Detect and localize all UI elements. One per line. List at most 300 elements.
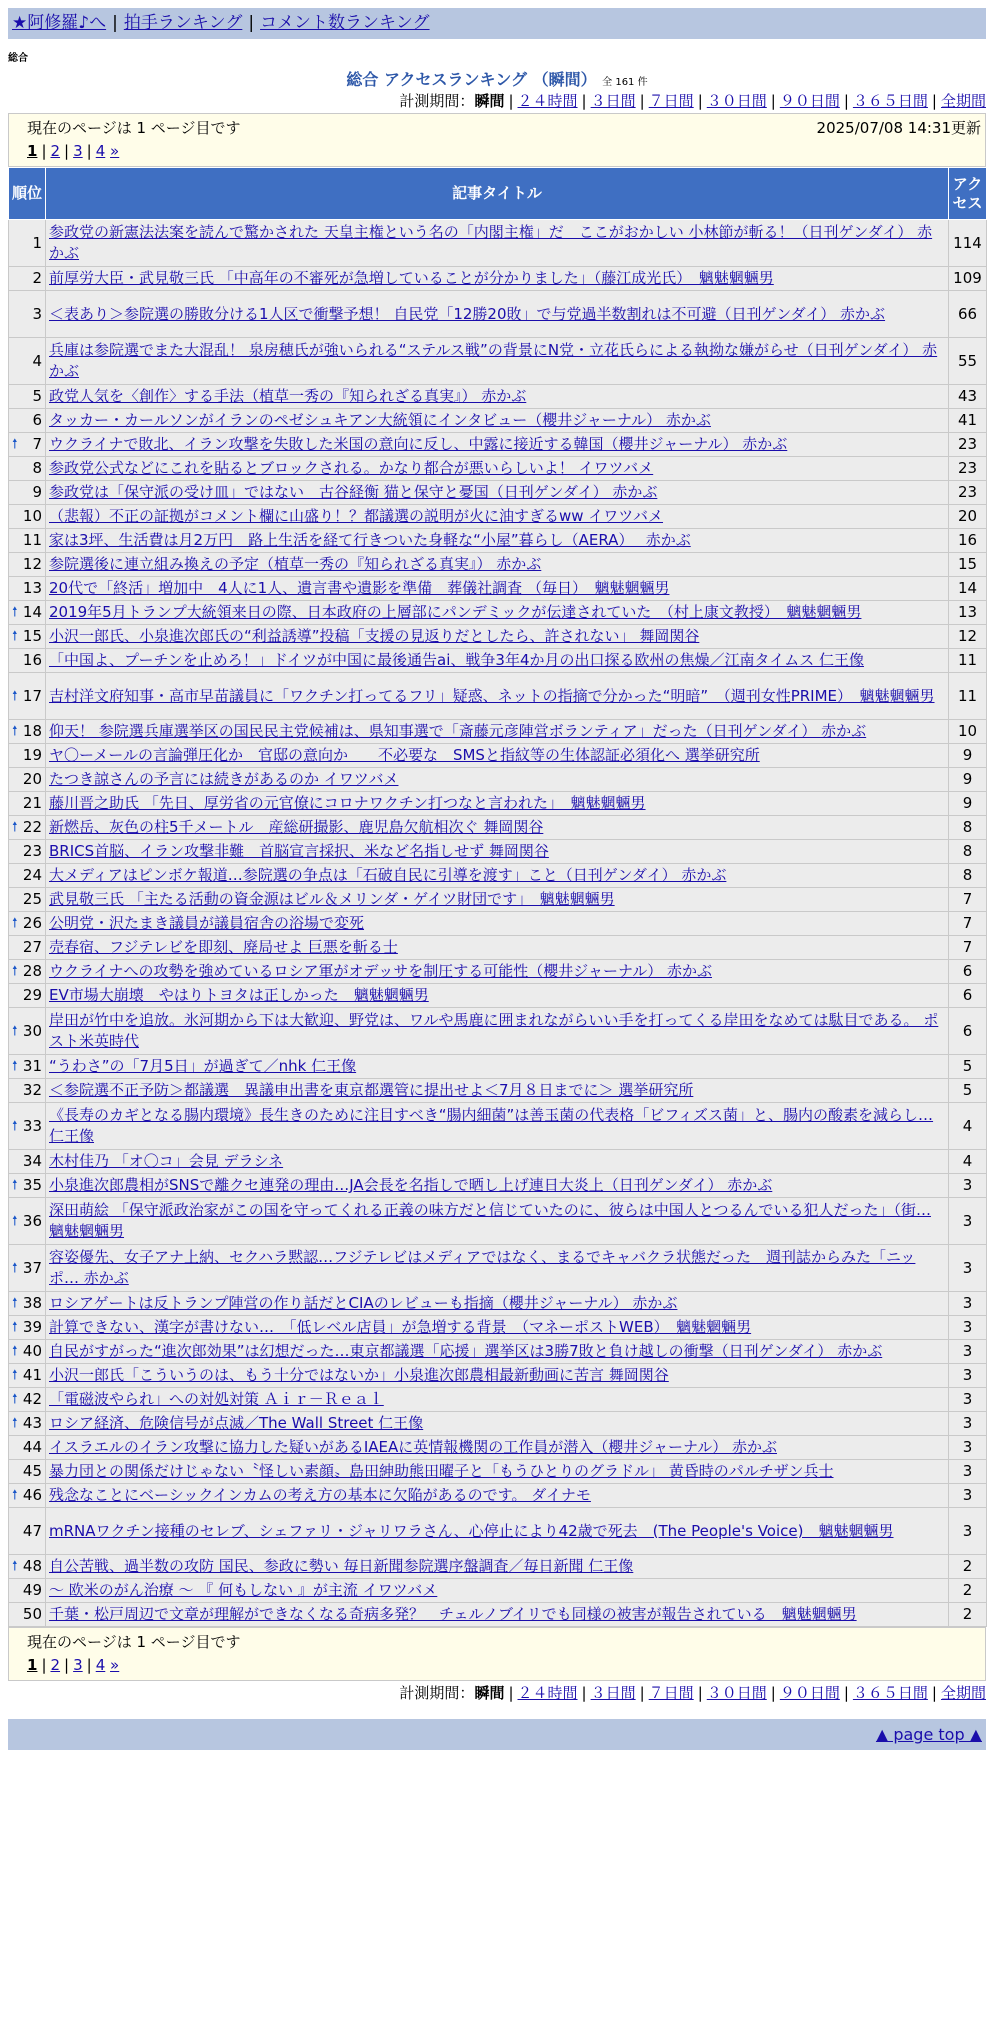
- access-count: 2: [949, 1603, 987, 1627]
- article-title-link[interactable]: （悲報）不正の証拠がコメント欄に山盛り！？都議選の説明が火に油すぎるww イワツバメ: [49, 507, 664, 525]
- title-cell: [46, 457, 949, 481]
- access-count: 12: [949, 625, 987, 649]
- period-link[interactable]: ２４時間: [517, 1684, 578, 1702]
- table-row: [9, 912, 987, 936]
- rank-cell: [9, 1388, 46, 1412]
- current-page: 1: [27, 142, 38, 160]
- article-title-link[interactable]: 小沢一郎氏「こういうのは、もう十分ではないか」小泉進次郎農相最新動画に苦言 舞岡関谷: [49, 1366, 669, 1384]
- table-row: [9, 1436, 987, 1460]
- next-page-link[interactable]: »: [110, 1656, 120, 1674]
- article-title-link[interactable]: ロシアゲートは反トランプ陣営の作り話だとCIAのレビューも指摘（櫻井ジャーナル） 赤かぶ: [49, 1294, 678, 1312]
- article-title-link[interactable]: 自公苦戦、過半数の攻防 国民、参政に勢い 毎日新聞参院選序盤調査／毎日新聞 仁王像: [49, 1557, 634, 1575]
- access-count: 13: [949, 601, 987, 625]
- period-link[interactable]: 全期間: [940, 92, 986, 110]
- table-row: [9, 1603, 987, 1627]
- article-title-link[interactable]: 小泉進次郎農相がSNSで離クセ連発の理由…JA会長を名指しで晒し上げ連日大炎上（日刊ゲンダイ） 赤かぶ: [49, 1176, 773, 1194]
- rank-number: 37: [22, 1258, 42, 1277]
- table-row: [9, 960, 987, 984]
- title-cell: [46, 768, 949, 792]
- rank-number: 36: [22, 1211, 42, 1230]
- access-count: 20: [949, 505, 987, 529]
- rank-number: 14: [22, 603, 42, 621]
- access-count: 6: [949, 984, 987, 1008]
- period-link[interactable]: ３０日間: [706, 1684, 767, 1702]
- rank-cell: [9, 1055, 46, 1079]
- rank-cell: [9, 1008, 46, 1055]
- item-count: 全 161 件: [602, 77, 648, 88]
- rank-number: 30: [22, 1021, 42, 1040]
- rank-number: 24: [22, 866, 42, 884]
- rank-number: 9: [32, 483, 42, 501]
- article-title-link[interactable]: 容姿優先、女子アナ上納、セクハラ黙認…フジテレビはメディアではなく、まるでキャバクラ状態だった 週刊誌からみた「ニッポ… 赤かぶ: [49, 1248, 916, 1287]
- article-title-link[interactable]: 「電磁波やられ」への対処対策 Ａｉｒ－Ｒｅａｌ: [49, 1390, 384, 1408]
- page-title: [8, 67, 986, 89]
- page-separator: |: [86, 1656, 92, 1674]
- rank-number: 6: [32, 411, 42, 429]
- period-link[interactable]: ３０日間: [706, 92, 767, 110]
- table-row: [9, 1055, 987, 1079]
- title-cell: [46, 625, 949, 649]
- article-title-link[interactable]: 仰天！ 参院選兵庫選挙区の国民民主党候補は、県知事選で「斎藤元彦陣営ボランティア」だった（日刊ゲンダイ） 赤かぶ: [49, 722, 867, 740]
- rank-cell: [9, 481, 46, 505]
- title-cell: [46, 888, 949, 912]
- table-row: [9, 1103, 987, 1150]
- article-title-link[interactable]: ウクライナで敗北、イラン攻撃を失敗した米国の意向に反し、中露に接近する韓国（櫻井ジャーナル） 赤かぶ: [49, 435, 788, 453]
- table-row: [9, 433, 987, 457]
- article-title-link[interactable]: 参政党は「保守派の受け皿」ではない 古谷経衡 猫と保守と憂国（日刊ゲンダイ） 赤かぶ: [49, 483, 658, 501]
- period-separator: |: [639, 92, 645, 110]
- rank-number: 2: [32, 269, 42, 287]
- table-row: [9, 673, 987, 720]
- rank-up-arrow-icon: 🠕: [12, 1296, 18, 1311]
- article-title-link[interactable]: 前厚労大臣・武見敬三氏 「中高年の不審死が急増していることが分かりました」（藤江成光氏） 魑魅魍魎男: [49, 269, 774, 287]
- rank-number: 48: [22, 1557, 42, 1575]
- rank-cell: [9, 1436, 46, 1460]
- title-cell: [46, 1603, 949, 1627]
- col-access-header: アクセス: [949, 168, 987, 220]
- title-cell: [46, 960, 949, 984]
- current-page: 1: [27, 1656, 38, 1674]
- access-count: 4: [949, 1150, 987, 1174]
- title-cell: [46, 1579, 949, 1603]
- rank-number: 40: [22, 1342, 42, 1360]
- page-separator: |: [41, 1656, 47, 1674]
- rank-number: 17: [22, 686, 42, 705]
- period-link[interactable]: ２４時間: [517, 92, 578, 110]
- rank-cell: [9, 601, 46, 625]
- article-title-link[interactable]: 木村佳乃 「オ〇コ」会見 デラシネ: [49, 1152, 284, 1170]
- rank-number: 50: [22, 1605, 42, 1623]
- rank-cell: [9, 792, 46, 816]
- access-count: 3: [949, 1364, 987, 1388]
- table-row: [9, 1008, 987, 1055]
- access-count: 9: [949, 792, 987, 816]
- access-count: 8: [949, 816, 987, 840]
- period-current: 瞬間: [474, 1684, 505, 1702]
- rank-up-arrow-icon: 🠕: [12, 724, 18, 739]
- article-title-link[interactable]: 小沢一郎氏、小泉進次郎氏の“利益誘導”投稿「支援の見返りだとしたら、許されない」 舞岡関谷: [49, 627, 700, 645]
- access-count: 8: [949, 840, 987, 864]
- title-cell: [46, 409, 949, 433]
- article-title-link[interactable]: 売春宿、フジテレビを即刻、廃局せよ 巨悪を斬る士: [49, 938, 398, 956]
- access-count: 9: [949, 768, 987, 792]
- page-link[interactable]: 2: [50, 142, 61, 160]
- article-title-link[interactable]: ヤ〇ーメールの言論弾圧化か 官邸の意向か 不必要な SMSと指紋等の生体認証必須化へ 選挙研究所: [49, 746, 760, 764]
- rank-cell: [9, 1292, 46, 1316]
- table-row: [9, 1340, 987, 1364]
- article-title-link[interactable]: 残念なことにベーシックインカムの考え方の基本に欠陥があるのです。 ダイナモ: [49, 1486, 591, 1504]
- rank-cell: [9, 1198, 46, 1245]
- access-count: 3: [949, 1460, 987, 1484]
- access-count: 109: [949, 267, 987, 291]
- access-count: 9: [949, 744, 987, 768]
- table-row: [9, 1508, 987, 1555]
- rank-cell: [9, 1103, 46, 1150]
- rank-number: 23: [22, 842, 42, 860]
- title-cell: [46, 816, 949, 840]
- table-row: [9, 291, 987, 338]
- title-cell: [46, 220, 949, 267]
- title-cell: [46, 267, 949, 291]
- period-link[interactable]: ９０日間: [779, 92, 840, 110]
- rank-number: 31: [22, 1057, 42, 1075]
- article-title-link[interactable]: ～ 欧米のがん治療 ～ 『 何もしない 』が主流 イワツバメ: [49, 1581, 438, 1599]
- period-link[interactable]: ３日間: [590, 1684, 636, 1702]
- article-title-link[interactable]: 兵庫は参院選でまた大混乱！ 泉房穂氏が強いられる“ステルス戦”の背景にN党・立花氏らによる執拗な嫌がらせ（日刊ゲンダイ） 赤かぶ: [49, 341, 938, 380]
- article-title-link[interactable]: 暴力団との関係だけじゃない〝怪しい素顔〟島田紳助熊田曜子と「もうひとりのグラドル」 黄昏時のパルチザン兵士: [49, 1462, 834, 1480]
- rank-number: 12: [22, 555, 42, 573]
- rank-cell: [9, 505, 46, 529]
- rank-number: 3: [32, 304, 42, 323]
- article-title-link[interactable]: ロシア経済、危険信号が点滅／The Wall Street 仁王像: [49, 1414, 424, 1432]
- title-cell: [46, 912, 949, 936]
- table-row: [9, 625, 987, 649]
- access-count: 114: [949, 220, 987, 267]
- article-title-link[interactable]: ＜参院選不正予防＞都議選 異議申出書を東京都選管に提出せよ＜7月８日までに＞ 選挙研究所: [49, 1081, 694, 1099]
- access-count: 55: [949, 338, 987, 385]
- rank-number: 4: [32, 351, 42, 370]
- rank-up-arrow-icon: 🠕: [12, 1344, 18, 1359]
- rank-number: 20: [22, 770, 42, 788]
- access-count: 3: [949, 1412, 987, 1436]
- table-row: [9, 481, 987, 505]
- title-cell: [46, 1412, 949, 1436]
- rank-cell: [9, 220, 46, 267]
- period-link[interactable]: ７日間: [648, 92, 694, 110]
- article-title-link[interactable]: 《長寿のカギとなる腸内環境》長生きのために注目すべき“腸内細菌”は善玉菌の代表格「ビフィズス菌」と、腸内の酸素を減らし… 仁王像: [49, 1106, 934, 1145]
- title-cell: [46, 864, 949, 888]
- access-count: 7: [949, 912, 987, 936]
- rank-cell: [9, 1245, 46, 1292]
- comment-ranking-link[interactable]: コメント数ランキング: [260, 13, 430, 33]
- rank-up-arrow-icon: 🠕: [12, 964, 18, 979]
- rank-cell: [9, 625, 46, 649]
- table-row: [9, 601, 987, 625]
- article-title-link[interactable]: 深田萌絵 「保守派政治家がこの国を守ってくれる正義の味方だと信じていたのに、彼らは中国人とつるんでいる犯人だった」（街… 魑魅魍魎男: [49, 1201, 931, 1240]
- rank-cell: [9, 864, 46, 888]
- col-title-header: 記事タイトル: [46, 168, 949, 220]
- access-count: 3: [949, 1198, 987, 1245]
- title-cell: [46, 1460, 949, 1484]
- access-count: 11: [949, 649, 987, 673]
- page-link[interactable]: 4: [95, 142, 106, 160]
- rank-cell: [9, 768, 46, 792]
- access-count: 3: [949, 1508, 987, 1555]
- article-title-link[interactable]: 藤川晋之助氏 「先日、厚労省の元官僚にコロナワクチン打つなと言われた」 魑魅魍魎男: [49, 794, 646, 812]
- rank-cell: [9, 1508, 46, 1555]
- rank-up-arrow-icon: 🠕: [12, 605, 18, 620]
- title-cell: [46, 338, 949, 385]
- title-cell: [46, 1555, 949, 1579]
- rank-cell: [9, 409, 46, 433]
- article-title-link[interactable]: mRNAワクチン接種のセレブ、シェファリ・ジャリワラさん、心停止により42歳で死去 (The People's Voice) 魑魅魍魎男: [49, 1521, 894, 1540]
- period-link[interactable]: ３６５日間: [852, 1684, 928, 1702]
- ranking-title: 総合 アクセスランキング （瞬間）: [346, 70, 597, 89]
- article-title-link[interactable]: ＜表あり＞参院選の勝敗分ける1人区で衝撃予想！ 自民党「12勝20敗」で与党過半数割れは不可避（日刊ゲンダイ） 赤かぶ: [49, 304, 886, 323]
- title-cell: [46, 936, 949, 960]
- article-title-link[interactable]: タッカー・カールソンがイランのペゼシュキアン大統領にインタビュー（櫻井ジャーナル） 赤かぶ: [49, 411, 711, 429]
- table-row: [9, 1174, 987, 1198]
- rank-number: 13: [22, 579, 42, 597]
- access-count: 8: [949, 864, 987, 888]
- title-cell: [46, 1198, 949, 1245]
- rank-cell: [9, 267, 46, 291]
- page-separator: |: [64, 142, 70, 160]
- period-link[interactable]: ３６５日間: [852, 92, 928, 110]
- table-row: [9, 1292, 987, 1316]
- period-separator: |: [843, 1684, 849, 1702]
- rank-number: 5: [32, 387, 42, 405]
- access-count: 4: [949, 1103, 987, 1150]
- access-count: 15: [949, 553, 987, 577]
- rank-number: 1: [32, 233, 42, 252]
- rank-cell: [9, 1460, 46, 1484]
- rank-up-arrow-icon: 🠕: [12, 1416, 18, 1431]
- nav-separator: |: [248, 13, 255, 33]
- rank-cell: [9, 744, 46, 768]
- rank-cell: [9, 457, 46, 481]
- title-cell: [46, 1340, 949, 1364]
- rank-number: 21: [22, 794, 42, 812]
- period-selector-bottom: [8, 1681, 986, 1705]
- title-cell: [46, 1055, 949, 1079]
- article-title-link[interactable]: 公明党・沢たまき議員が議員宿舎の浴場で変死: [49, 914, 365, 932]
- period-separator: |: [931, 92, 937, 110]
- period-separator: |: [770, 92, 776, 110]
- rank-number: 19: [22, 746, 42, 764]
- access-count: 7: [949, 888, 987, 912]
- rank-cell: [9, 1316, 46, 1340]
- article-title-link[interactable]: 「中国よ、プーチンを止めろ！」ドイツが中国に最後通告ai、戦争3年4か月の出口探る欧州の焦燥／江南タイムス 仁王像: [49, 651, 864, 669]
- article-title-link[interactable]: 新燃岳、灰色の柱5千メートル 産総研撮影、鹿児島欠航相次ぐ 舞岡関谷: [49, 818, 544, 836]
- category-label: 総合: [8, 53, 28, 64]
- title-cell: [46, 385, 949, 409]
- rank-up-arrow-icon: 🠕: [12, 820, 18, 835]
- article-title-link[interactable]: 政党人気を〈創作〉する手法（植草一秀の『知られざる真実』） 赤かぶ: [49, 387, 527, 405]
- page-status: 現在のページは 1 ページ目です: [27, 1633, 241, 1651]
- page-link[interactable]: 2: [50, 1656, 61, 1674]
- rank-number: 44: [22, 1438, 42, 1456]
- article-title-link[interactable]: 家は3坪、生活費は月2万円 路上生活を経て行きついた身軽な“小屋”暮らし（AERA） 赤かぶ: [49, 531, 691, 549]
- access-count: 3: [949, 1316, 987, 1340]
- rank-cell: [9, 816, 46, 840]
- page-top-link[interactable]: ▲ page top ▲: [875, 1725, 982, 1744]
- rank-cell: [9, 912, 46, 936]
- rank-number: 27: [22, 938, 42, 956]
- article-title-link[interactable]: たつき諒さんの予言には続きがあるのか イワツバメ: [49, 770, 399, 788]
- access-count: 3: [949, 1292, 987, 1316]
- rank-cell: [9, 1412, 46, 1436]
- title-cell: [46, 720, 949, 744]
- page-separator: |: [86, 142, 92, 160]
- rank-up-arrow-icon: 🠕: [12, 629, 18, 644]
- rank-number: 46: [22, 1486, 42, 1504]
- period-link[interactable]: 全期間: [940, 1684, 986, 1702]
- article-title-link[interactable]: イスラエルのイラン攻撃に協力した疑いがあるIAEAに英情報機関の工作員が潜入（櫻井ジャーナル） 赤かぶ: [49, 1438, 777, 1456]
- period-separator: |: [508, 1684, 514, 1702]
- title-cell: [46, 1484, 949, 1508]
- table-row: [9, 1150, 987, 1174]
- access-count: 6: [949, 960, 987, 984]
- title-cell: [46, 1436, 949, 1460]
- title-cell: [46, 529, 949, 553]
- ranking-table-body: [9, 220, 987, 1627]
- page-links: [27, 1654, 981, 1676]
- table-row: [9, 338, 987, 385]
- table-row: [9, 744, 987, 768]
- rank-cell: [9, 936, 46, 960]
- title-cell: [46, 1150, 949, 1174]
- nav-separator: |: [112, 13, 118, 33]
- article-title-link[interactable]: 参政党公式などにこれを貼るとブロックされる。かなり都合が悪いらしいよ！ イワツバメ: [49, 459, 654, 477]
- article-title-link[interactable]: ウクライナへの攻勢を強めているロシア軍がオデッサを制圧する可能性（櫻井ジャーナル） 赤かぶ: [49, 962, 712, 980]
- period-current: 瞬間: [474, 92, 505, 110]
- rank-cell: [9, 385, 46, 409]
- rank-cell: [9, 1150, 46, 1174]
- rank-number: 39: [22, 1318, 42, 1336]
- table-row: [9, 220, 987, 267]
- rank-cell: [9, 577, 46, 601]
- rank-up-arrow-icon: 🠕: [12, 688, 18, 704]
- page-link[interactable]: 4: [95, 1656, 106, 1674]
- title-cell: [46, 291, 949, 338]
- table-row: [9, 1316, 987, 1340]
- next-page-link[interactable]: »: [110, 142, 120, 160]
- title-cell: [46, 744, 949, 768]
- rank-up-arrow-icon: 🠕: [12, 1392, 18, 1407]
- period-link[interactable]: ９０日間: [779, 1684, 840, 1702]
- period-link[interactable]: ３日間: [590, 92, 636, 110]
- article-title-link[interactable]: 千葉・松戸周辺で文章が理解ができなくなる奇病多発？ チェルノブイリでも同様の被害が報告されている 魑魅魍魎男: [49, 1605, 857, 1623]
- rank-up-arrow-icon: 🠕: [12, 1488, 18, 1503]
- access-count: 11: [949, 673, 987, 720]
- rank-cell: [9, 1340, 46, 1364]
- article-title-link[interactable]: 計算できない、漢字が書けない… 「低レベル店員」が急増する背景 （マネーポストWEB） 魑魅魍魎男: [49, 1318, 752, 1336]
- article-title-link[interactable]: BRICS首脳、イラン攻撃非難 首脳宣言採択、米など名指しせず 舞岡関谷: [49, 842, 549, 860]
- article-title-link[interactable]: 2019年5月トランプ大統領来日の際、日本政府の上層部にパンデミックが伝達されていた （村上康文教授） 魑魅魍魎男: [49, 603, 862, 621]
- access-count: 66: [949, 291, 987, 338]
- article-title-link[interactable]: 吉村洋文府知事・高市早苗議員に「ワクチン打ってるフリ」疑惑、ネットの指摘で分かった“明暗” （週刊女性PRIME） 魑魅魍魎男: [49, 686, 935, 705]
- table-row: [9, 888, 987, 912]
- rank-number: 34: [22, 1152, 42, 1170]
- page-separator: |: [41, 142, 47, 160]
- page-link[interactable]: 3: [73, 142, 83, 160]
- title-cell: [46, 601, 949, 625]
- access-count: 43: [949, 385, 987, 409]
- article-title-link[interactable]: 岸田が竹中を追放。氷河期から下は大歓迎、野党は、ワルや馬鹿に囲まれながらいい手を打ってくる岸田をなめては駄目である。 ポスト米英時代: [49, 1011, 939, 1050]
- rank-number: 16: [22, 651, 42, 669]
- title-cell: [46, 577, 949, 601]
- access-count: 41: [949, 409, 987, 433]
- table-row: [9, 385, 987, 409]
- title-cell: [46, 505, 949, 529]
- table-row: [9, 1364, 987, 1388]
- page-link[interactable]: 3: [73, 1656, 83, 1674]
- period-label: 計測期間：: [399, 92, 475, 110]
- period-separator: |: [931, 1684, 937, 1702]
- table-row: [9, 649, 987, 673]
- article-title-link[interactable]: “うわさ”の「7月5日」が過ぎて／nhk 仁王像: [49, 1057, 357, 1075]
- clap-ranking-link[interactable]: 拍手ランキング: [123, 13, 243, 33]
- title-cell: [46, 1508, 949, 1555]
- table-row: [9, 529, 987, 553]
- title-cell: [46, 433, 949, 457]
- top-nav-bar: [8, 8, 986, 39]
- rank-up-arrow-icon: 🠕: [12, 1213, 18, 1229]
- rank-cell: [9, 529, 46, 553]
- table-row: [9, 864, 987, 888]
- period-separator: |: [639, 1684, 645, 1702]
- rank-cell: [9, 1484, 46, 1508]
- rank-cell: [9, 1079, 46, 1103]
- page-status: 現在のページは 1 ページ目です: [27, 119, 241, 137]
- period-label: 計測期間：: [399, 1684, 475, 1702]
- article-title-link[interactable]: 武見敬三氏 「主たる活動の資金源はビル＆メリンダ・ゲイツ財団です」 魑魅魍魎男: [49, 890, 615, 908]
- title-cell: [46, 1245, 949, 1292]
- access-count: 2: [949, 1579, 987, 1603]
- rank-number: 11: [22, 531, 42, 549]
- rank-up-arrow-icon: 🠕: [12, 1059, 18, 1074]
- article-title-link[interactable]: 20代で「終活」増加中 4人に1人、遺言書や遺影を準備 葬儀社調査 （毎日） 魑魅魍魎男: [49, 579, 670, 597]
- pager-top: [8, 113, 986, 167]
- period-selector-top: [8, 89, 986, 113]
- rank-cell: [9, 984, 46, 1008]
- article-title-link[interactable]: 自民がすがった“進次郎効果”は幻想だった…東京都議選「応援」選挙区は3勝7敗と負け越しの衝撃（日刊ゲンダイ） 赤かぶ: [49, 1342, 883, 1360]
- access-count: 5: [949, 1055, 987, 1079]
- rank-up-arrow-icon: 🠕: [12, 916, 18, 931]
- article-title-link[interactable]: 大メディアはピンボケ報道…参院選の争点は「石破自民に引導を渡す」こと（日刊ゲンダイ） 赤かぶ: [49, 866, 727, 884]
- table-row: [9, 1245, 987, 1292]
- rank-cell: [9, 649, 46, 673]
- article-title-link[interactable]: 参政党の新憲法法案を読んで驚かされた 天皇主権という名の「内閣主権」だ ここがおかしい 小林節が斬る！（日刊ゲンダイ） 赤かぶ: [49, 223, 933, 262]
- rank-cell: [9, 553, 46, 577]
- table-row: [9, 457, 987, 481]
- article-title-link[interactable]: 参院選後に連立組み換えの予定（植草一秀の『知られざる真実』） 赤かぶ: [49, 555, 542, 573]
- access-count: 2: [949, 1555, 987, 1579]
- table-row: [9, 1079, 987, 1103]
- access-count: 3: [949, 1340, 987, 1364]
- table-row: [9, 1460, 987, 1484]
- rank-number: 42: [22, 1390, 42, 1408]
- site-home-link[interactable]: ★阿修羅♪へ: [12, 13, 107, 33]
- period-link[interactable]: ７日間: [648, 1684, 694, 1702]
- period-separator: |: [581, 1684, 587, 1702]
- rank-up-arrow-icon: 🠕: [12, 1118, 18, 1134]
- footer-bar: [8, 1719, 986, 1750]
- article-title-link[interactable]: EV市場大崩壊 やはりトヨタは正しかった 魑魅魍魎男: [49, 986, 429, 1004]
- rank-up-arrow-icon: 🠕: [12, 1178, 18, 1193]
- rank-number: 33: [22, 1116, 42, 1135]
